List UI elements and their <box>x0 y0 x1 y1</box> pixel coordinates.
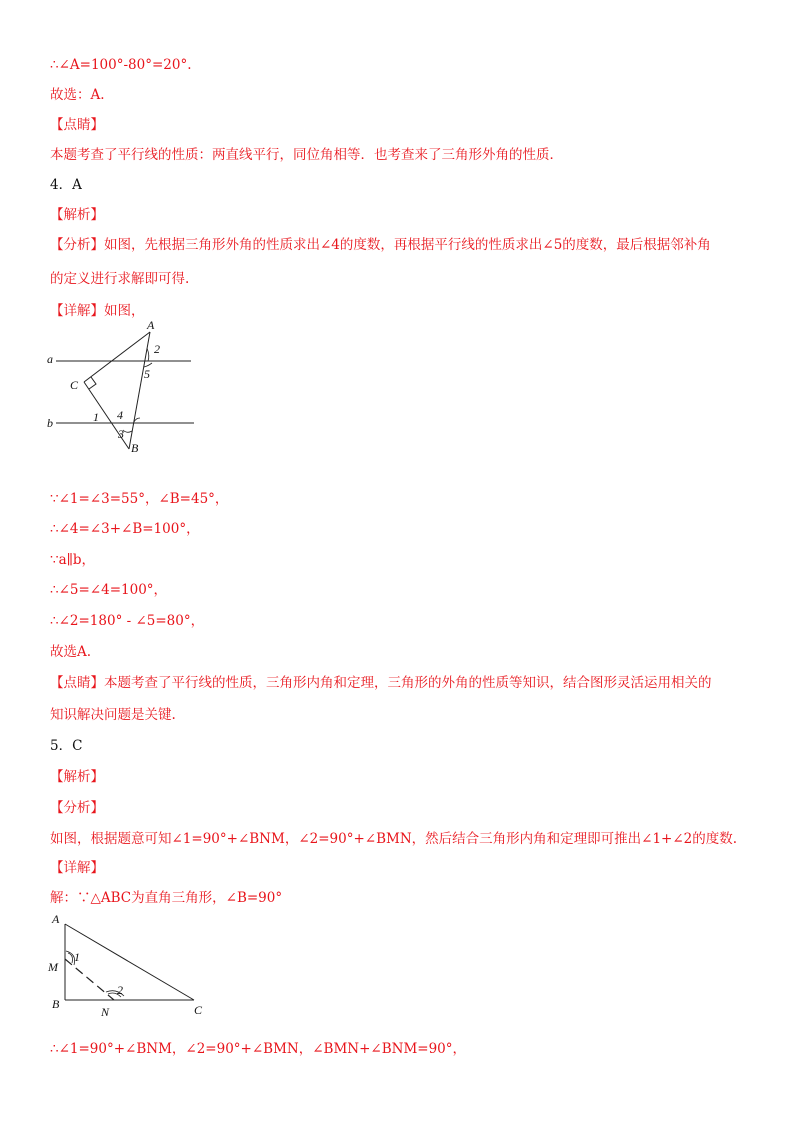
line-10: ∵∠1=∠3=55°，∠B=45°， <box>50 491 229 507</box>
label-C: C <box>194 1003 203 1017</box>
label-N: N <box>101 1005 110 1019</box>
label-3: 3 <box>118 427 124 441</box>
label-1: 1 <box>74 950 80 964</box>
line-15: 故选A. <box>50 644 92 660</box>
line-1: ∴∠A=100°-80°=20°. <box>50 57 192 73</box>
label-M: M <box>48 960 58 974</box>
figure-parallel-lines-triangle <box>44 318 204 463</box>
line-5: 4．A <box>50 177 82 193</box>
line-6: 【解析】 <box>50 207 104 223</box>
label-B: B <box>52 997 60 1011</box>
label-2: 2 <box>117 983 123 997</box>
line-16: 【点睛】本题考查了平行线的性质，三角形内角和定理，三角形的外角的性质等知识，结合图形灵活运用相关的 <box>50 675 712 691</box>
arc-2 <box>147 348 149 361</box>
label-4: 4 <box>117 408 123 422</box>
side-AC <box>65 924 194 1000</box>
line-19: 【解析】 <box>50 769 104 785</box>
line-8: 的定义进行求解即可得. <box>50 271 190 287</box>
line-13: ∴∠5=∠4=100°， <box>50 582 168 598</box>
line-18: 5．C <box>50 738 83 754</box>
arc-3 <box>123 430 132 432</box>
line-2: 故选：A. <box>50 87 105 103</box>
side-AC <box>84 332 150 382</box>
line-17: 知识解决问题是关键. <box>50 707 176 723</box>
line-7: 【分析】如图，先根据三角形外角的性质求出∠4的度数，再根据平行线的性质求出∠5的度数，最后根据邻补角 <box>50 237 711 253</box>
line-12: ∵a∥b， <box>50 552 96 568</box>
line-23: 解：∵△ABC为直角三角形，∠B=90° <box>50 890 283 906</box>
label-1: 1 <box>93 410 99 424</box>
side-AB <box>129 332 150 449</box>
line-4: 本题考查了平行线的性质：两直线平行，同位角相等．也考查来了三角形外角的性质． <box>50 147 563 163</box>
line-9: 【详解】如图， <box>50 303 145 319</box>
line-20: 【分析】 <box>50 800 104 816</box>
label-B: B <box>131 441 139 455</box>
label-A: A <box>52 912 60 926</box>
line-14: ∴∠2=180° - ∠5=80°， <box>50 613 205 629</box>
figure-right-triangle <box>44 908 219 1023</box>
segment-MN <box>65 959 114 1000</box>
label-a: a <box>47 352 53 366</box>
label-2: 2 <box>154 342 160 356</box>
line-11: ∴∠4=∠3+∠B=100°， <box>50 521 200 537</box>
right-angle-mark <box>89 377 96 389</box>
label-C: C <box>70 378 79 392</box>
label-b: b <box>47 416 53 430</box>
label-A: A <box>147 318 155 332</box>
line-21: 如图，根据题意可知∠1=90°+∠BNM，∠2=90°+∠BMN，然后结合三角形内角和定理即可推出∠1+∠2的度数. <box>50 831 738 847</box>
line-3: 【点睛】 <box>50 117 104 133</box>
line-22: 【详解】 <box>50 860 104 876</box>
label-5: 5 <box>144 367 150 381</box>
line-24: ∴∠1=90°+∠BNM，∠2=90°+∠BMN，∠BMN+∠BNM=90°， <box>50 1041 467 1057</box>
